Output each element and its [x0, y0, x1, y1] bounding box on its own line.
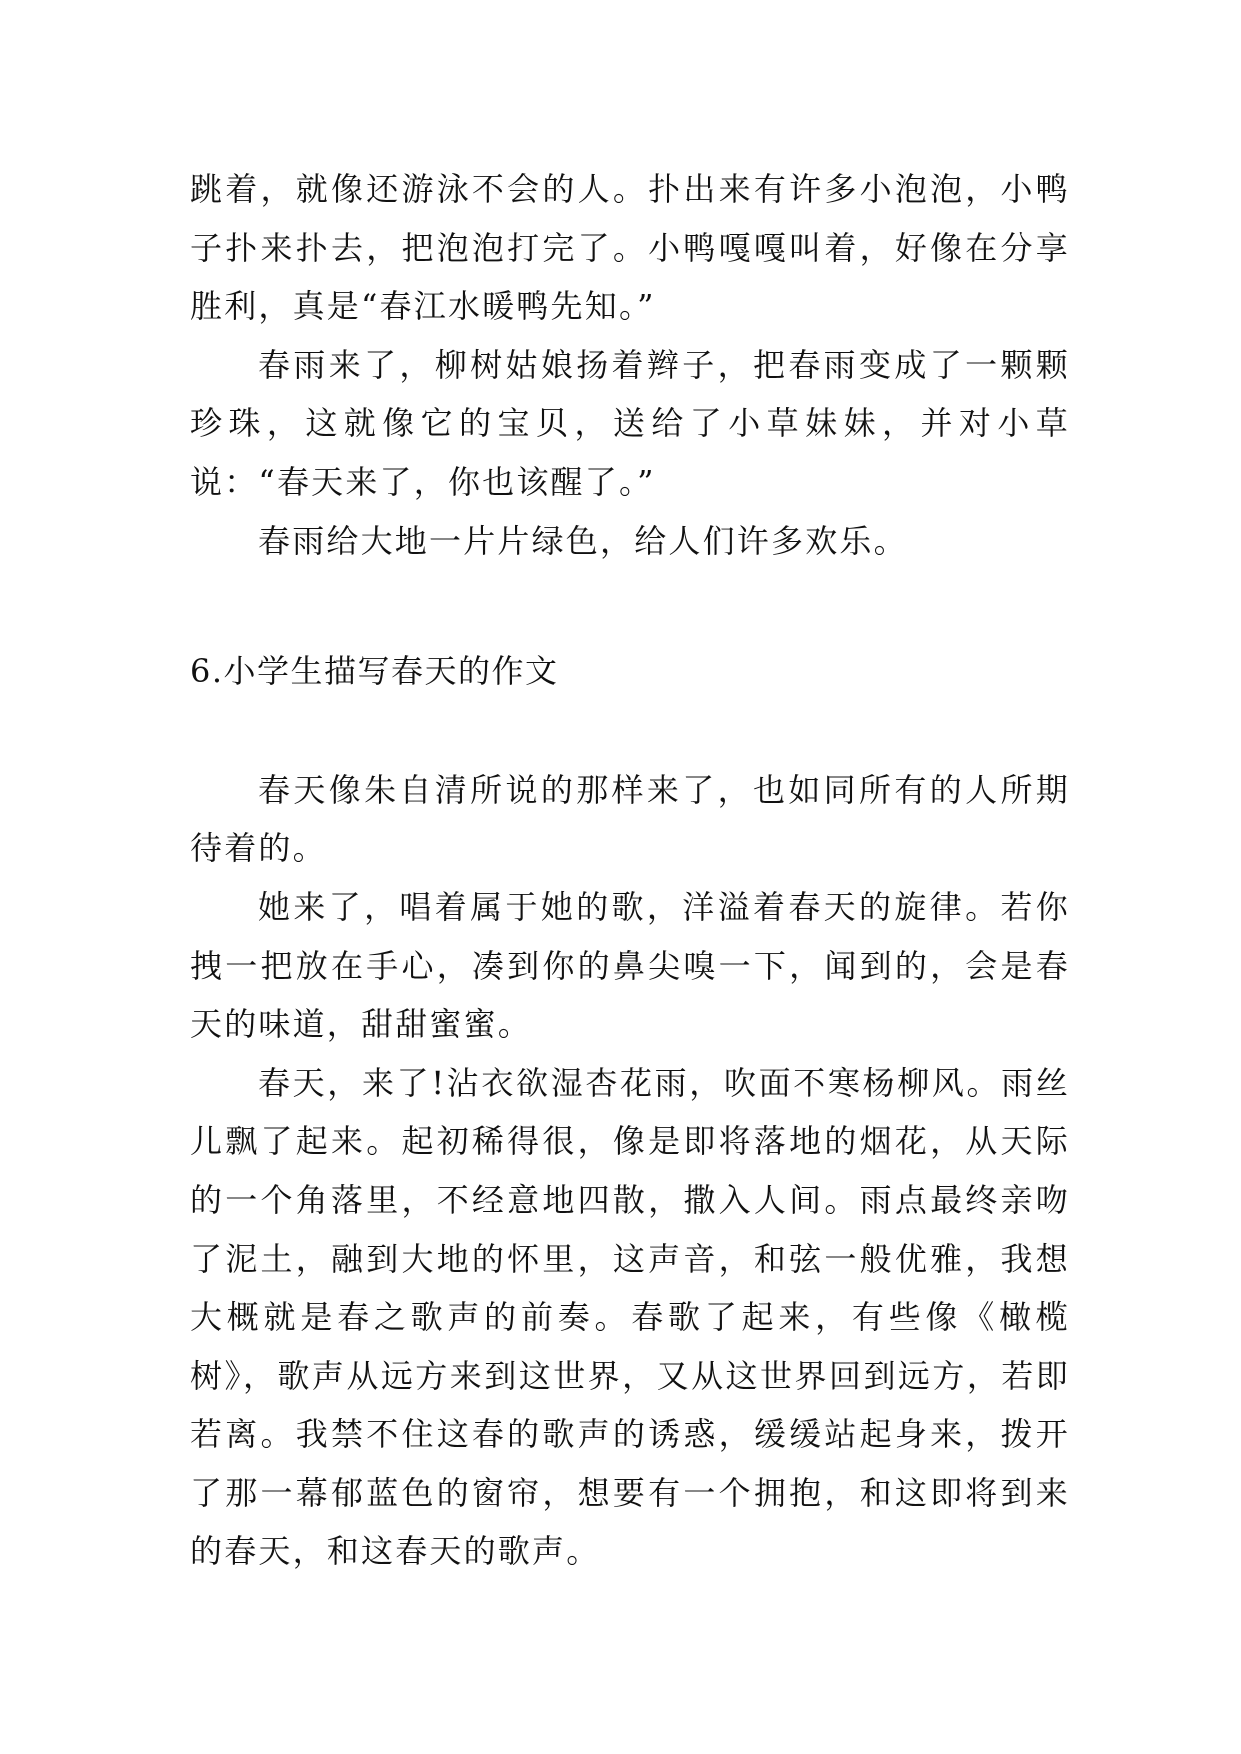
paragraph-she-came: 她来了，唱着属于她的歌，洋溢着春天的旋律。若你拽一把放在手心，凑到你的鼻尖嗅一下，闻到的，会是春天的味道，甜甜蜜蜜。 [190, 887, 1070, 1044]
paragraph-spring-rain-willow: 春雨来了，柳树姑娘扬着辫子，把春雨变成了一颗颗珍珠，这就像它的宝贝，送给了小草妹妹，并对小草说：“春天来了，你也该醒了。” [190, 345, 1070, 501]
section-heading: 6.小学生描写春天的作文 [190, 652, 559, 691]
spacer [190, 570, 1070, 598]
paragraph-zhu-ziqing: 春天像朱自清所说的那样来了，也如同所有的人所期待着的。 [190, 770, 1070, 868]
document-page [190, 160, 1070, 1581]
paragraph-spring-song: 春天，来了!沾衣欲湿杏花雨，吹面不寒杨柳风。雨丝儿飘了起来。起初稀得很，像是即将落地的烟花，从天际的一个角落里，不经意地四散，撒入人间。雨点最终亲吻了泥土，融到大地的怀里，这声音，和弦一般优雅，我想大概就是春之歌声的前奏。春歌了起来，有些像《橄榄树》，歌声从远方来到这世界，又从这世界回到远方，若即若离。我禁不住这春的歌声的诱惑，缓缓站起身来，拨开了那一幕郁蓝色的窗帘，想要有一个拥抱，和这即将到来的春天，和这春天的歌声。 [190, 1063, 1070, 1571]
paragraph-continued: 跳着，就像还游泳不会的人。扑出来有许多小泡泡，小鸭子扑来扑去，把泡泡打完了。小鸭嘎嘎叫着，好像在分享胜利，真是“春江水暖鸭先知。” [190, 170, 1070, 326]
paragraph-spring-rain-green: 春雨给大地一片片绿色，给人们许多欢乐。 [258, 521, 908, 560]
